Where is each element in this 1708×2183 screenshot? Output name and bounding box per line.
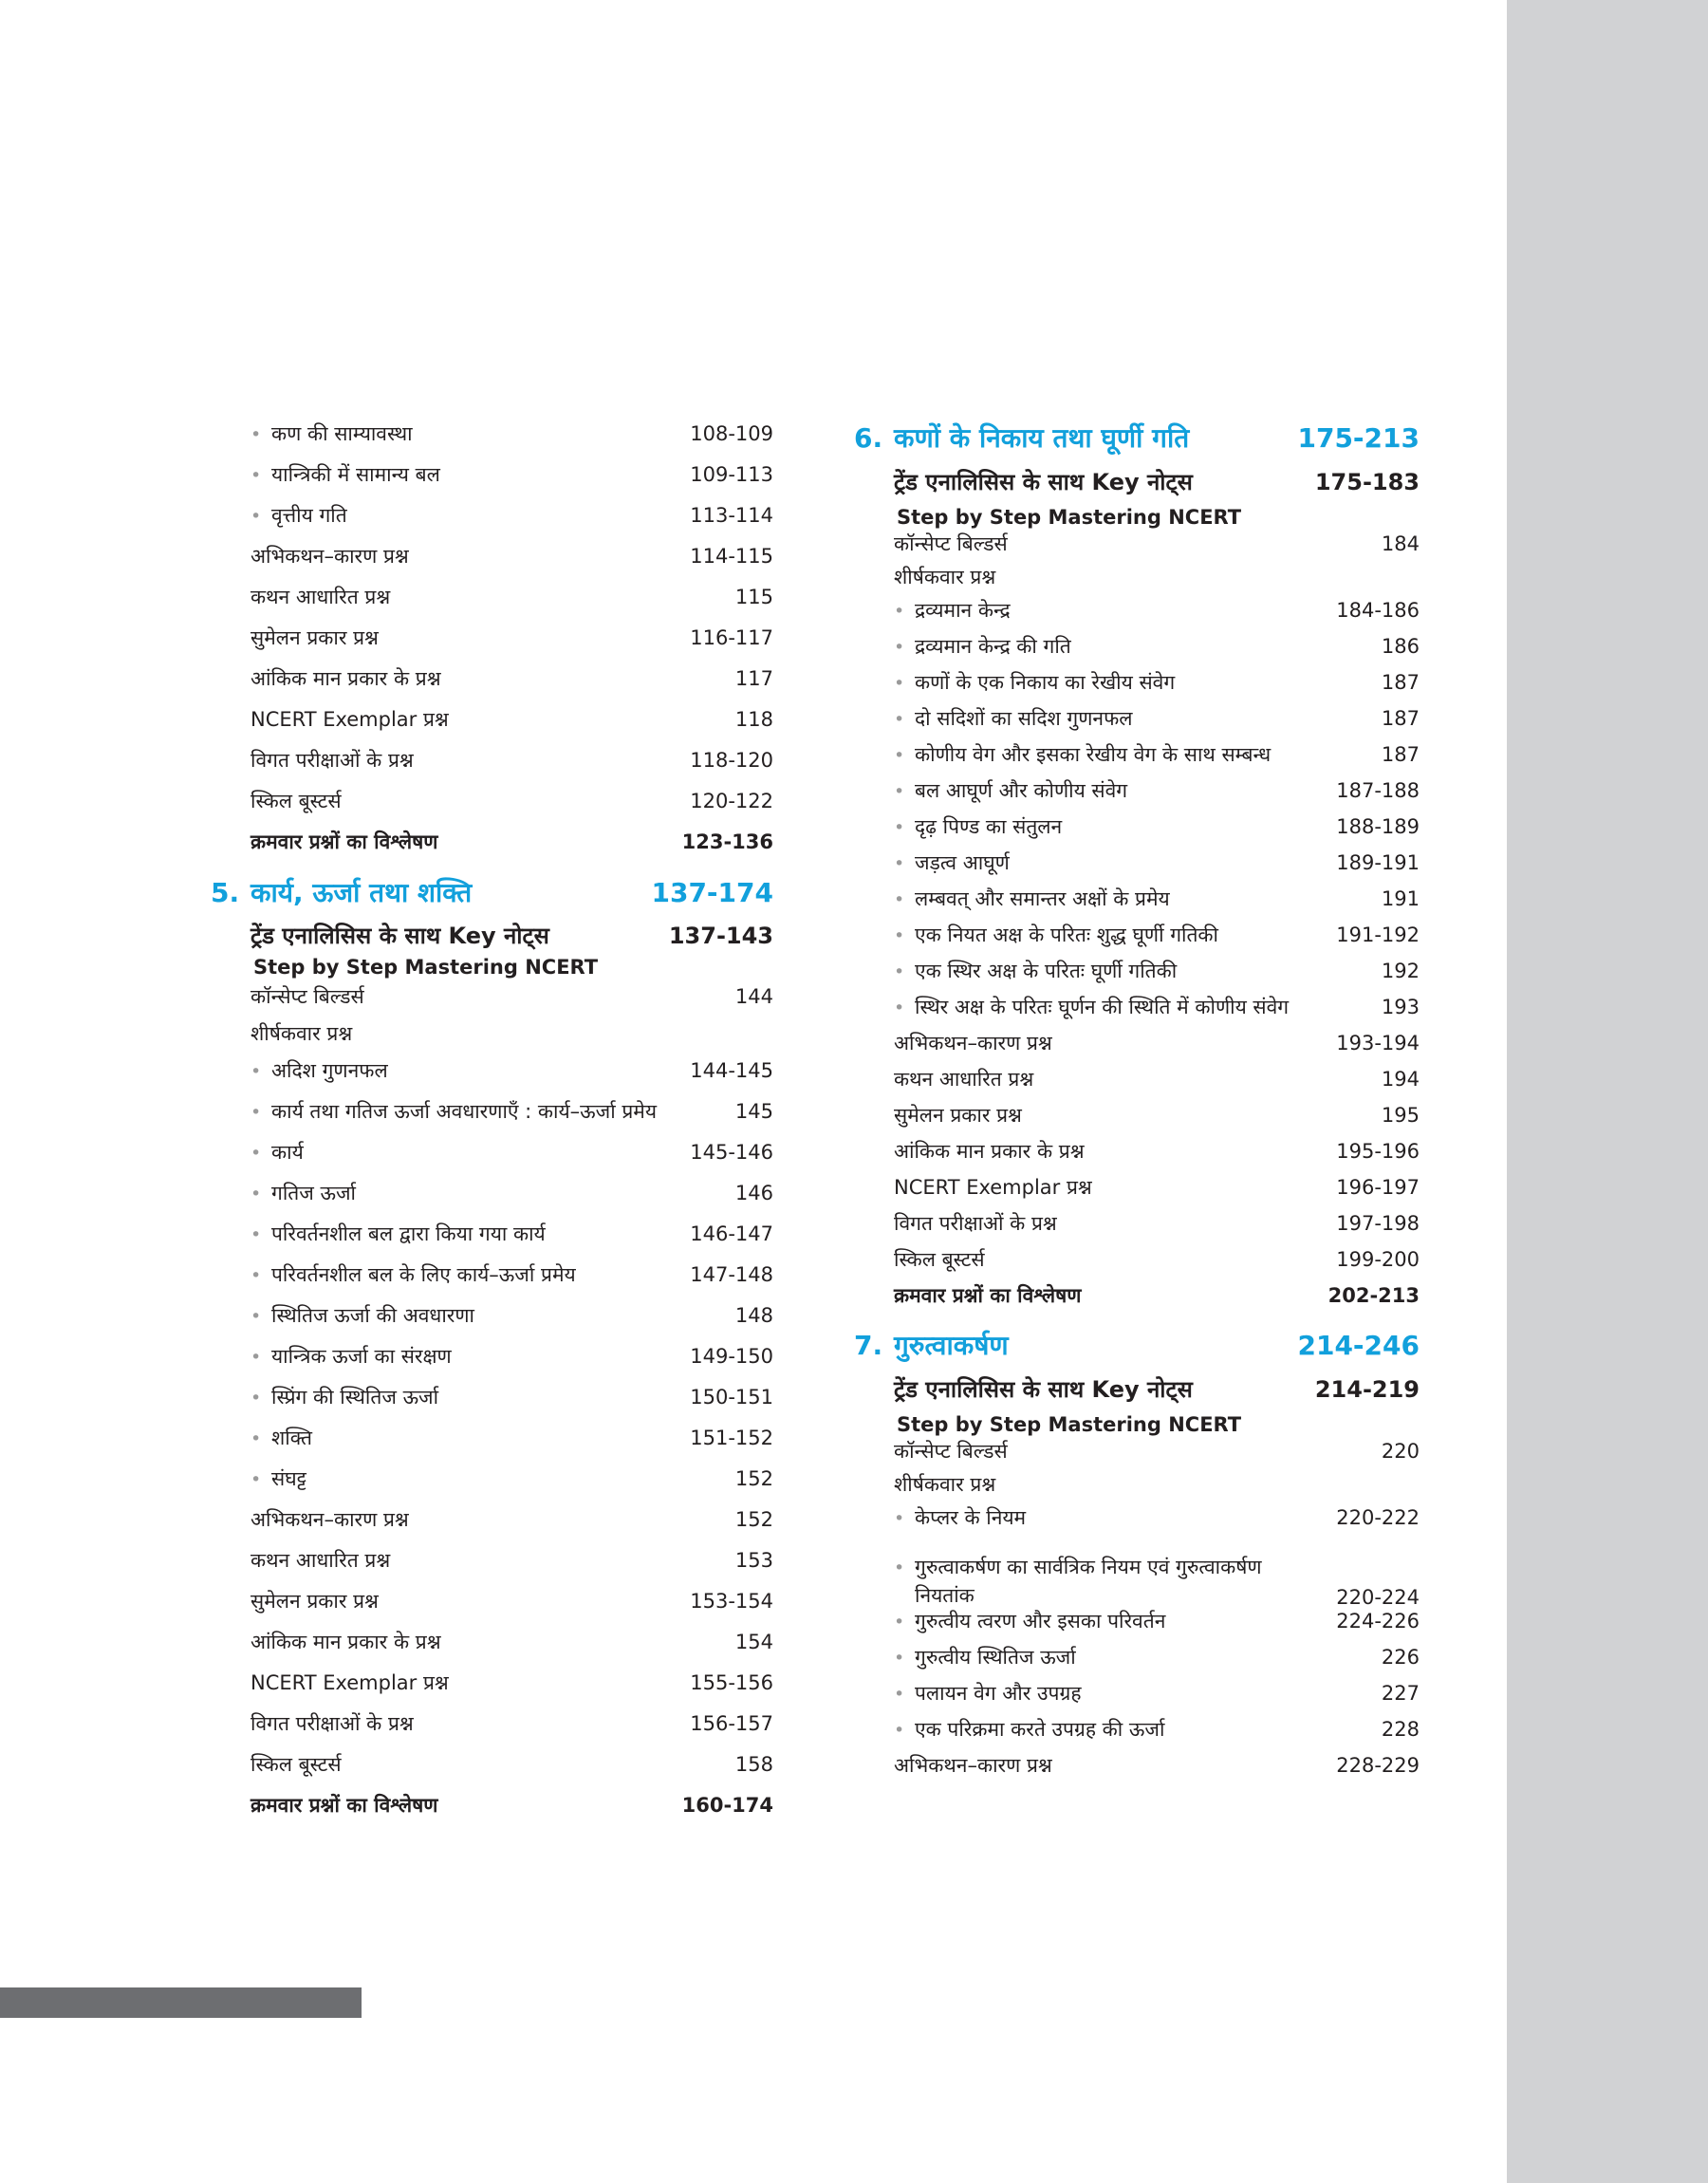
toc-entry[interactable]: • दृढ़ पिण्ड का संतुलन 188-189	[854, 815, 1420, 851]
toc-entry[interactable]: • गुरुत्वाकर्षण का सार्वत्रिक नियम एवं गुरुत्वाकर्षण नियतांक 220-224	[854, 1542, 1420, 1610]
key-notes-entry[interactable]: ट्रेंड एनालिसिस के साथ Key नोट्स 214-219	[894, 1376, 1420, 1403]
toc-entry[interactable]: NCERT Exemplar प्रश्न 196-197	[894, 1176, 1420, 1199]
toc-entry[interactable]: कथन आधारित प्रश्न 153	[251, 1549, 773, 1572]
toc-entry[interactable]: कथन आधारित प्रश्न 115	[251, 586, 773, 608]
toc-entry[interactable]: • एक नियत अक्ष के परितः शुद्ध घूर्णी गतिकी 191-192	[854, 924, 1420, 960]
chapter-heading[interactable]: 5. कार्य, ऊर्जा तथा शक्ति 137-174	[211, 877, 773, 908]
key-notes-entry[interactable]: ट्रेंड एनालिसिस के साथ Key नोट्स 137-143	[251, 923, 773, 949]
toc-entry[interactable]: कॉन्सेप्ट बिल्डर्स 220	[894, 1440, 1420, 1463]
toc-entry[interactable]: NCERT Exemplar प्रश्न 155-156	[251, 1671, 773, 1694]
toc-entry[interactable]: • स्थितिज ऊर्जा की अवधारणा 148	[211, 1304, 773, 1345]
toc-entry[interactable]: सुमेलन प्रकार प्रश्न 195	[894, 1104, 1420, 1127]
chapter-heading[interactable]: 7. गुरुत्वाकर्षण 214-246	[854, 1330, 1420, 1361]
toc-right-column	[854, 422, 1420, 1790]
toc-entry[interactable]: • संघट्ट 152	[211, 1467, 773, 1508]
toc-entry[interactable]: आंकिक मान प्रकार के प्रश्न 195-196	[894, 1140, 1420, 1163]
toc-entry[interactable]: • द्रव्यमान केन्द्र 184-186	[854, 599, 1420, 635]
toc-entry[interactable]: कॉन्सेप्ट बिल्डर्स 184	[894, 532, 1420, 555]
toc-entry[interactable]: आंकिक मान प्रकार के प्रश्न 154	[251, 1631, 773, 1653]
toc-entry[interactable]: • कार्य 145-146	[211, 1141, 773, 1182]
toc-entry[interactable]: • परिवर्तनशील बल के लिए कार्य–ऊर्जा प्रमेय 147-148	[211, 1263, 773, 1304]
key-notes-entry[interactable]: ट्रेंड एनालिसिस के साथ Key नोट्स 175-183	[894, 469, 1420, 495]
toc-entry-analysis[interactable]: क्रमवार प्रश्नों का विश्लेषण 160-174	[251, 1794, 773, 1817]
toc-entry[interactable]: • स्थिर अक्ष के परितः घूर्णन की स्थिति में कोणीय संवेग 193	[854, 996, 1420, 1032]
toc-entry[interactable]: स्किल बूस्टर्स 199-200	[894, 1248, 1420, 1271]
toc-entry[interactable]: अभिकथन–कारण प्रश्न 152	[251, 1508, 773, 1531]
toc-entry[interactable]: • कोणीय वेग और इसका रेखीय वेग के साथ सम्बन्ध 187	[854, 743, 1420, 779]
toc-entry[interactable]: • पलायन वेग और उपग्रह 227	[854, 1682, 1420, 1718]
toc-entry[interactable]: स्किल बूस्टर्स 120-122	[251, 790, 773, 812]
toc-entry[interactable]: NCERT Exemplar प्रश्न 118	[251, 708, 773, 731]
toc-entry[interactable]: अभिकथन–कारण प्रश्न 228-229	[894, 1754, 1420, 1777]
toc-entry[interactable]: • लम्बवत् और समान्तर अक्षों के प्रमेय 191	[854, 887, 1420, 924]
toc-entry[interactable]: • केप्लर के नियम 220-222	[854, 1506, 1420, 1542]
toc-entry[interactable]: • कण की साम्यावस्था 108-109	[211, 422, 773, 463]
toc-entry[interactable]: • गुरुत्वीय त्वरण और इसका परिवर्तन 224-226	[854, 1610, 1420, 1646]
toc-entry[interactable]: कॉन्सेप्ट बिल्डर्स 144	[251, 985, 773, 1008]
toc-entry[interactable]: • दो सदिशों का सदिश गुणनफल 187	[854, 707, 1420, 743]
toc-entry[interactable]: • बल आघूर्ण और कोणीय संवेग 187-188	[854, 779, 1420, 815]
toc-entry[interactable]: अभिकथन–कारण प्रश्न 193-194	[894, 1032, 1420, 1054]
section-label: शीर्षकवार प्रश्न	[894, 1473, 996, 1496]
toc-entry[interactable]: विगत परीक्षाओं के प्रश्न 118-120	[251, 749, 773, 772]
toc-entry[interactable]: सुमेलन प्रकार प्रश्न 116-117	[251, 626, 773, 649]
toc-entry[interactable]: • जड़त्व आघूर्ण 189-191	[854, 851, 1420, 887]
toc-entry[interactable]: कथन आधारित प्रश्न 194	[894, 1068, 1420, 1091]
toc-entry[interactable]: अभिकथन–कारण प्रश्न 114-115	[251, 545, 773, 568]
toc-entry[interactable]: • वृत्तीय गति 113-114	[211, 504, 773, 545]
toc-entry[interactable]: • गुरुत्वीय स्थितिज ऊर्जा 226	[854, 1646, 1420, 1682]
toc-entry[interactable]: • कार्य तथा गतिज ऊर्जा अवधारणाएँ : कार्य–ऊर्जा प्रमेय 145	[211, 1100, 773, 1141]
chapter-heading[interactable]: 6. कणों के निकाय तथा घूर्णी गति 175-213	[854, 422, 1420, 454]
toc-entry[interactable]: • गतिज ऊर्जा 146	[211, 1182, 773, 1222]
toc-entry-analysis[interactable]: क्रमवार प्रश्नों का विश्लेषण 123-136	[251, 830, 773, 853]
mastering-label: Step by Step Mastering NCERT	[253, 956, 599, 979]
toc-entry[interactable]: • यान्त्रिकी में सामान्य बल 109-113	[211, 463, 773, 504]
toc-entry[interactable]: • एक परिक्रमा करते उपग्रह की ऊर्जा 228	[854, 1718, 1420, 1754]
toc-entry[interactable]: विगत परीक्षाओं के प्रश्न 197-198	[894, 1212, 1420, 1235]
toc-entry[interactable]: • यान्त्रिक ऊर्जा का संरक्षण 149-150	[211, 1345, 773, 1386]
toc-entry-analysis[interactable]: क्रमवार प्रश्नों का विश्लेषण 202-213	[894, 1284, 1420, 1307]
mastering-label: Step by Step Mastering NCERT	[897, 1413, 1242, 1436]
toc-entry[interactable]: • स्प्रिंग की स्थितिज ऊर्जा 150-151	[211, 1386, 773, 1427]
toc-entry[interactable]: • परिवर्तनशील बल द्वारा किया गया कार्य 146-147	[211, 1222, 773, 1263]
toc-entry[interactable]: आंकिक मान प्रकार के प्रश्न 117	[251, 667, 773, 690]
toc-entry[interactable]: विगत परीक्षाओं के प्रश्न 156-157	[251, 1712, 773, 1735]
mastering-label: Step by Step Mastering NCERT	[897, 506, 1242, 529]
bottom-bar	[0, 1987, 362, 2018]
toc-entry[interactable]: स्किल बूस्टर्स 158	[251, 1753, 773, 1776]
toc-entry[interactable]: • एक स्थिर अक्ष के परितः घूर्णी गतिकी 192	[854, 960, 1420, 996]
side-strip	[1507, 0, 1708, 2183]
toc-entry[interactable]: • अदिश गुणनफल 144-145	[211, 1059, 773, 1100]
toc-entry[interactable]: • द्रव्यमान केन्द्र की गति 186	[854, 635, 1420, 671]
section-label: शीर्षकवार प्रश्न	[894, 566, 996, 588]
toc-entry[interactable]: सुमेलन प्रकार प्रश्न 153-154	[251, 1590, 773, 1613]
toc-left-column	[211, 422, 773, 1835]
section-label: शीर्षकवार प्रश्न	[251, 1022, 353, 1045]
toc-entry[interactable]: • कणों के एक निकाय का रेखीय संवेग 187	[854, 671, 1420, 707]
toc-entry[interactable]: • शक्ति 151-152	[211, 1427, 773, 1467]
